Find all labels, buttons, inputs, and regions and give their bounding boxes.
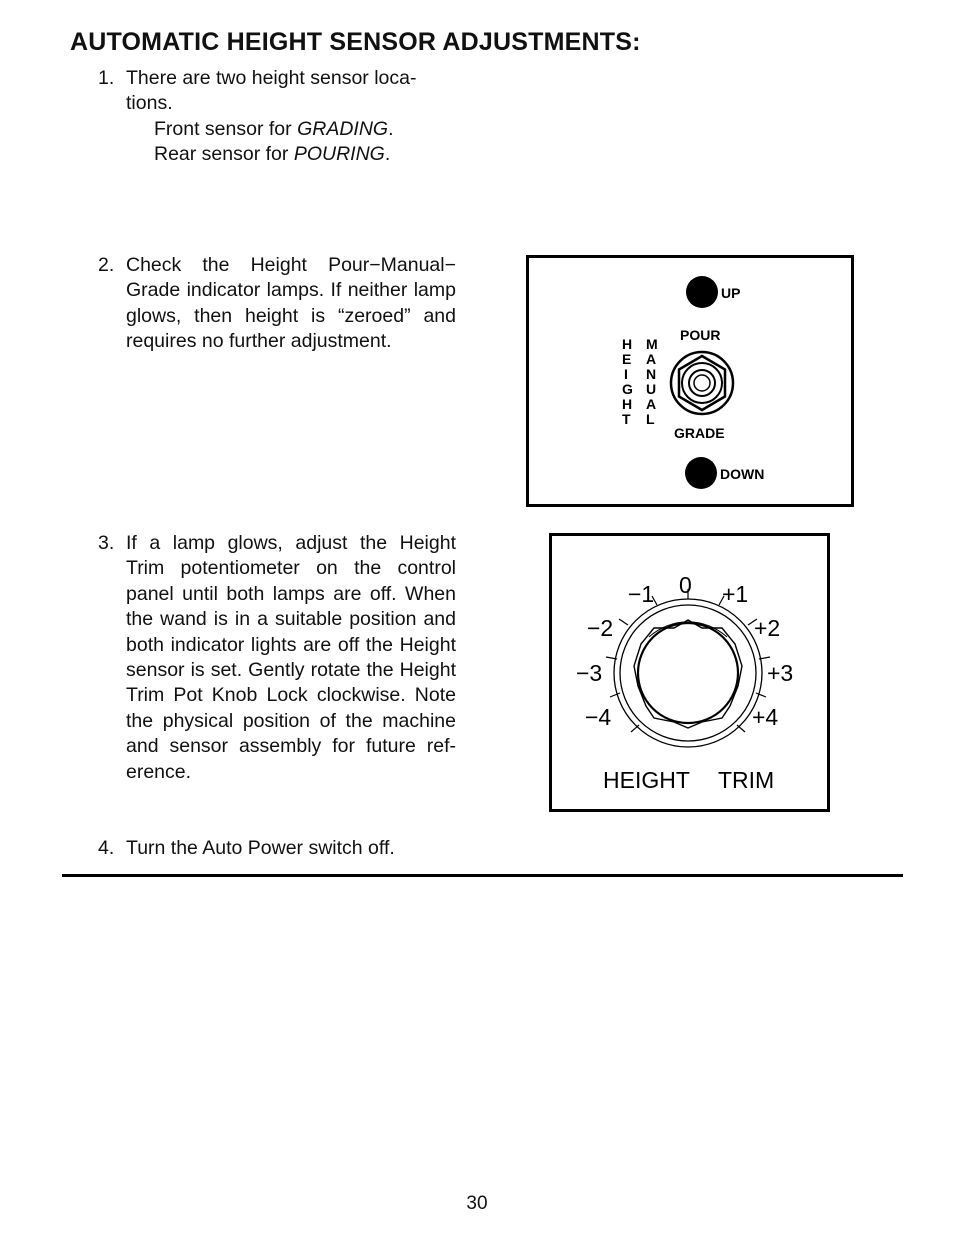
manual-letter: M <box>646 336 658 352</box>
step-number: 4. <box>98 837 115 859</box>
trim-scale <box>576 572 793 730</box>
indicator-panel <box>526 255 854 507</box>
height-trim-label-height: HEIGHT <box>603 767 690 793</box>
step-number: 2. <box>98 254 115 276</box>
up-label: UP <box>721 285 741 301</box>
manual-letter: L <box>646 411 655 427</box>
step-text: Turn the Auto Power switch off. <box>126 837 395 859</box>
manual-letter: A <box>646 351 657 367</box>
manual-letter: A <box>646 396 657 412</box>
step-text: If a lamp glows, adjust the Height Trim potentiometer on the control panel until both lamps are off. When the wand is in a suitable position and both indicator lights are off the Height sensor is set. Gently rotate the Height Trim Pot Knob Lock clockwise. Note the physical position of the machine and sensor assembly for future ref-erence. <box>126 532 456 783</box>
scale-label: −4 <box>585 704 612 730</box>
height-letter: E <box>622 351 632 367</box>
step-text: Check the Height Pour−Manual− Grade indicator lamps. If neither lamp glows, then height is “zeroed” and requires no further adjustment. <box>126 254 456 353</box>
height-vertical-label <box>622 336 633 427</box>
step-4 <box>98 836 456 861</box>
grade-label: GRADE <box>674 425 725 441</box>
up-lamp-icon <box>686 276 718 308</box>
manual-vertical-label <box>646 336 658 427</box>
height-trim-knob-icon[interactable] <box>614 599 762 747</box>
scale-label: −1 <box>628 581 655 607</box>
down-label: DOWN <box>720 466 765 482</box>
page-title: AUTOMATIC HEIGHT SENSOR ADJUSTMENTS: <box>70 28 641 56</box>
height-letter: H <box>622 336 633 352</box>
scale-label: 0 <box>679 572 692 598</box>
step-number: 3. <box>98 532 115 554</box>
height-trim-panel <box>549 533 830 812</box>
step-text: There are two height sensor loca-tions. <box>126 67 417 115</box>
scale-label: +1 <box>722 581 749 607</box>
height-letter: I <box>624 366 628 382</box>
sensor-line-front: Front sensor for GRADING. <box>154 117 394 140</box>
height-trim-label-trim: TRIM <box>718 767 775 793</box>
height-letter: H <box>622 396 633 412</box>
page-number: 30 <box>466 1193 488 1214</box>
scale-label: +4 <box>752 704 779 730</box>
pour-grade-switch-icon[interactable] <box>671 352 733 414</box>
step-1 <box>98 66 456 168</box>
sensor-line-rear: Rear sensor for POURING. <box>154 143 391 166</box>
scale-label: −2 <box>587 615 614 641</box>
pour-label: POUR <box>680 327 721 343</box>
manual-letter: U <box>646 381 657 397</box>
step-3 <box>98 531 456 785</box>
height-trim-diagram <box>552 536 827 809</box>
step-2 <box>98 253 456 355</box>
manual-letter: N <box>646 366 657 382</box>
step-number: 1. <box>98 67 115 89</box>
down-lamp-icon <box>685 457 717 489</box>
section-divider <box>62 874 903 877</box>
scale-label: +2 <box>754 615 781 641</box>
height-letter: T <box>622 411 631 427</box>
height-letter: G <box>622 381 633 397</box>
indicator-panel-diagram <box>529 258 851 504</box>
scale-label: −3 <box>576 660 603 686</box>
scale-label: +3 <box>767 660 794 686</box>
